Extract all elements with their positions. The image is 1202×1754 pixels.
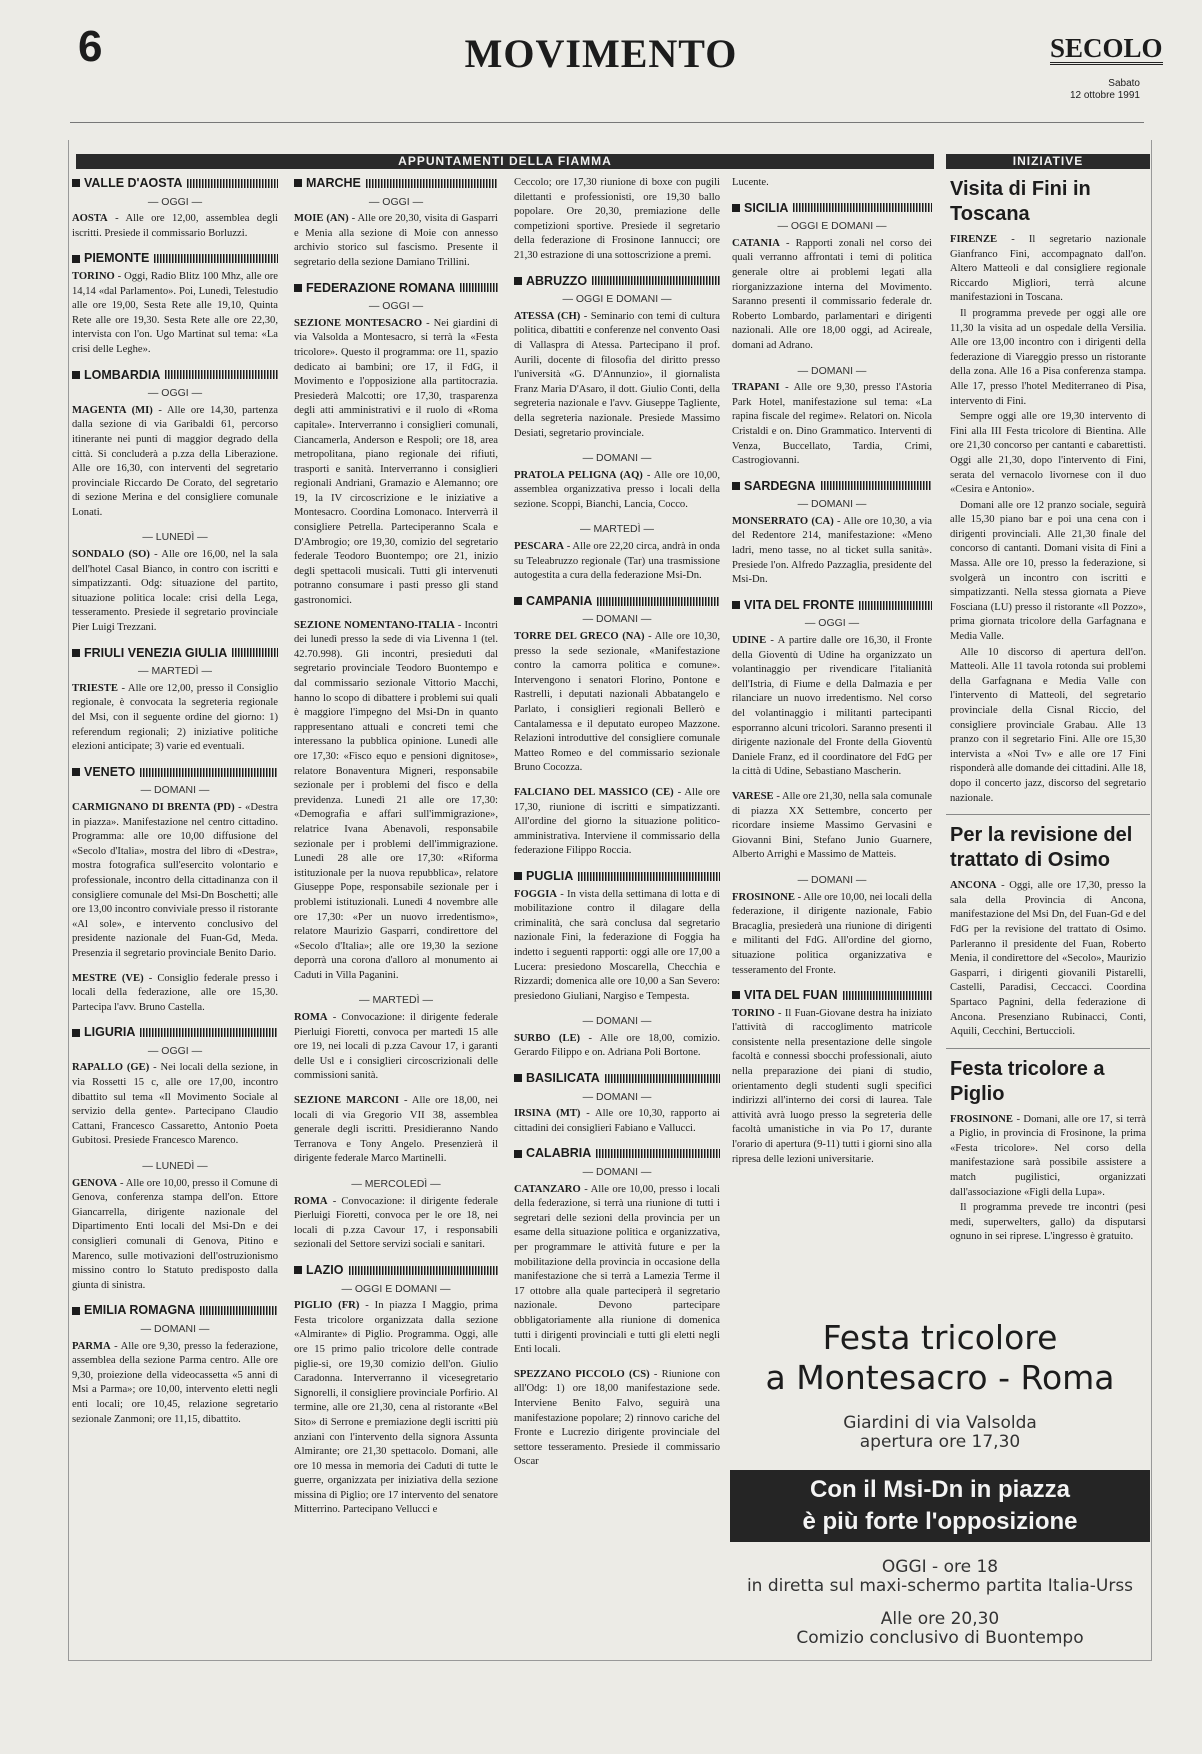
entry-text: - Alle ore 18,00, nei locali di via Gregorio VII 38, assemblea generale degli iscritti. Presidieranno Nando Terranova e Tony Angelo. Presenzierà il dirigente federale Marco Martinelli.: [294, 1095, 498, 1165]
square-bullet-icon: [732, 601, 740, 609]
entry-place: AOSTA: [72, 213, 108, 225]
sidebar-article: [946, 177, 1150, 806]
appointment-entry: [72, 972, 278, 1016]
rule-bars-icon: [165, 370, 278, 379]
appointment-entry: [294, 1011, 498, 1084]
sidebar-article: [946, 823, 1150, 1040]
advert-closing: Comizio conclusivo di Buontempo: [796, 1628, 1084, 1648]
entry-text: - Il Fuan-Giovane destra ha iniziato l'attività di raccoglimento matricole consistente nella presentazione delle singole facoltà e connessi sbocchi professionali, aiuto nella preparazione dei piani di studio, orientamento degli studenti sugli specifici indirizzi all'interno dei corsi di laurea. Tale attività avrà luogo presso la segreteria delle facoltà umanistiche in via Po 17, durante l'orario di apertura (9-11) tutti i giorni sino alla ripresa delle lezioni universitarie.: [732, 1007, 932, 1165]
appointment-entry: [732, 634, 932, 780]
appointment-entry: [294, 1195, 498, 1253]
rule-bars-icon: [843, 991, 932, 1000]
entry-text: - Convocazione: il dirigente federale Pierluigi Fioretti, convoca per le ore 18, nei locali di p.zza Cavour 17, i responsabili sezionali del Settore servizi sociali e sanitari.: [294, 1195, 498, 1251]
entry-place: TORINO: [732, 1007, 775, 1019]
article-paragraph: [950, 1113, 1146, 1201]
entry-place: SPEZZANO PICCOLO (CS): [514, 1368, 650, 1380]
sidebar-articles: [946, 177, 1150, 1245]
entry-place: PIGLIO (FR): [294, 1300, 360, 1312]
region-heading: [732, 988, 932, 1003]
article-paragraph: [950, 879, 1146, 1040]
region-heading: [514, 594, 720, 609]
sidebar-banner: INIZIATIVE: [946, 154, 1150, 169]
article-separator: [946, 814, 1150, 815]
appointment-entry: [72, 801, 278, 962]
region-name: FRIULI VENEZIA GIULIA: [84, 645, 228, 660]
article-text: Sempre oggi alle ore 19,30 intervento di Fini alla III Festa tricolore di Bientina. Alle ore 21,30 concorso per cantanti e cabarettisti. Oggi alle 21,30, dopo l'intervento di Fini, serata del vernacolo livornese con il duo «Cesira e Antonio».: [950, 411, 1146, 496]
rule-bars-icon: [349, 1266, 499, 1275]
entry-text: - Alle ore 10,30, presso la sede sezionale, «Manifestazione contro la camorra politica e comune». Intervengono i senatori Florino, Pontone e Rastrelli, i deputati nazionali Abbatangelo e Parlato, i consiglieri regionali Bellerò e Cantalamessa e il deputato europeo Mazzone. Relazioni introduttive del consigliere comunale Matteo Romeo e del commissario sezionale Bruno Cocozza.: [514, 631, 720, 774]
entry-text: - Alle ore 9,30, presso l'Astoria Park Hotel, manifestazione sul tema: «La rapina fiscale del regime». Relatori on. Nicola Cristaldi e on. Dino Grammatico. Interventi di Venza, Buccellato, Tardia, Crimi, Castrogiovanni.: [732, 382, 932, 467]
region-heading: [72, 646, 278, 661]
region-heading: [72, 251, 278, 266]
advert-slogan-line1: Con il Msi-Dn in piazza: [809, 1476, 1070, 1503]
entry-place: MONSERRATO (CA): [732, 515, 834, 527]
advert-title-line1: Festa tricolore: [822, 1318, 1058, 1357]
appointment-entry: [514, 310, 720, 441]
appointment-entry: [514, 1107, 720, 1136]
square-bullet-icon: [514, 1150, 522, 1158]
entry-place: ROMA: [294, 1012, 328, 1024]
entry-text: - In piazza I Maggio, prima Festa tricolore organizzata dalla sezione «Almirante» di Piglio. Programma. Oggi, alle ore 15 primo palio tricolore delle contrade piglie-si, ore 19,30 comizio dell'on. Giulio Caradonna. Interverranno il vicesegretario Signorelli, il consigliere provinciale Porfirio. Al termine, alle ore 21,30, cena al ristorante «Bel Sito» di Serrone e premiazione degli iscritti più anziani con l'intervento della signora Assunta Almirante; ore 21,30 spettacolo. Domani, alle ore 10 messa in memoria dei Caduti di tutte le guerre, organizzata per iniziativa della sezione missina di Piglio; ore 17 intervento del senatore Mitterrino. Partecipano Vellucci e: [294, 1300, 498, 1516]
day-heading: — OGGI —: [147, 387, 203, 400]
day-heading: — OGGI —: [147, 1044, 203, 1057]
region-name: CAMPANIA: [526, 593, 593, 608]
appointment-entry: [72, 1340, 278, 1428]
advert-title-line2: a Montesacro - Roma: [765, 1358, 1115, 1397]
square-bullet-icon: [72, 371, 80, 379]
day-heading: — DOMANI —: [582, 1015, 652, 1028]
article-paragraph: [950, 646, 1146, 807]
article-paragraph: [950, 499, 1146, 645]
entry-text: - Nei locali della sezione, in via Rossetti 15 c, alle ore 17,00, incontro dibattito sul tema «Il Movimento Sociale al servizio della gente». Partecipano Claudio Cattani, Francesco Cassaretto, Antonio Poeta Gubitosi. Presiede Francesco Marenco.: [72, 1062, 278, 1147]
region-heading: [294, 281, 498, 296]
region-heading: [72, 368, 278, 383]
rule-bars-icon: [793, 203, 932, 212]
article-body: [946, 1113, 1150, 1245]
entry-text: - In vista della settimana di lotta e di mobilitazione contro il dilagare della criminalità, che sarà conclusa dal segretario nazionale Fini, la federazione di Foggia ha indetto i seguenti rapporti: oggi alle ore 17,00 a Lucera: presiedono Moscarella, Checchia e Rizzardi; domenica alle ore 10,00 a San Severo: presiedono Giuliani, Nargiso e Tempesta.: [514, 888, 720, 1002]
appointment-entry: [72, 212, 278, 241]
region-name: PIEMONTE: [84, 251, 150, 266]
entry-place: PRATOLA PELIGNA (AQ): [514, 469, 643, 481]
advert-venue: Giardini di via Valsolda: [843, 1413, 1037, 1433]
appointment-entry: [514, 630, 720, 776]
rule-bars-icon: [821, 481, 932, 490]
article-text: - Il segretario nazionale Gianfranco Fini, accompagnato dall'on. Altero Matteoli e dal consigliere regionale Riccardo Migliori, terrà alcune manifestazioni in Toscana.: [950, 234, 1146, 304]
entry-place: SEZIONE MONTESACRO: [294, 317, 423, 329]
day-heading: — MARTEDÌ —: [359, 994, 433, 1007]
day-heading: — DOMANI —: [797, 498, 867, 511]
article-body: [946, 233, 1150, 806]
square-bullet-icon: [514, 597, 522, 605]
entry-place: CATANIA: [732, 237, 780, 249]
entry-text: - Alle ore 10,00, assemblea organizzativa presso i locali della sezione. Scoppi, Bianchi, Lancia, Cocco.: [514, 469, 720, 510]
entry-continuation: Ceccolo; ore 17,30 riunione di boxe con pugili dilettanti e professionisti, ore 19,30 ballo popolare. Ore 20,30, premiazione delle competizioni sportive. Presiede il segretario della federazione di Frosinone Iannucci; ore 21,30 estrazione di una sottoscrizione a premi.: [514, 177, 720, 261]
appointment-entry: [72, 1177, 278, 1294]
entry-place: ROMA: [294, 1195, 328, 1207]
entry-place: TRAPANI: [732, 382, 780, 394]
square-bullet-icon: [294, 1266, 302, 1274]
rule-bars-icon: [140, 1028, 278, 1037]
entry-place: PARMA: [72, 1340, 111, 1352]
entry-text: - Convocazione: il dirigente federale Pierluigi Fioretti, convoca per martedì 15 alle ore 19, nei locali di p.zza Cavour 17, i garanti delle Usl e i consiglieri circoscrizionali delle commissioni sanità.: [294, 1012, 498, 1082]
appointment-entry: [514, 786, 720, 859]
appointment-entry: [732, 381, 932, 469]
article-text: - Oggi, alle ore 17,30, presso la sala della Provincia di Ancona, manifestazione del Msi Dn, del Fuan-Gd e del FdG per la revisione del trattato di Osimo. Parleranno il presidente del Fuan, Roberto Menia, il condirettore del «Secolo», Maurizio Gasparri, i dirigenti giovanili Pistarelli, Castelli, Paradisi, Ceccacci. Coordina Spartaco Pagnini, della federazione di Ancona. Presenziano Rubinacci, Conti, Aquili, Cecchini, Bertuccioli.: [950, 880, 1146, 1038]
rule-bars-icon: [232, 648, 278, 657]
advert-later-time: Alle ore 20,30: [880, 1609, 1000, 1629]
entry-text: - Alle ore 10,00, nei locali della federazione, il dirigente nazionale, Fabio Bracaglia, presiederà una riunione di dirigenti e militanti del FdG. All'ordine del giorno, situazione politica organizzativa e tesseramento del Fronte.: [732, 891, 932, 976]
region-heading: [732, 201, 932, 216]
entry-place: IRSINA (MT): [514, 1108, 581, 1120]
appointment-entry: [514, 1032, 720, 1061]
region-name: VALLE D'AOSTA: [84, 176, 183, 190]
region-heading: [72, 176, 278, 191]
entry-place: MOIE (AN): [294, 213, 349, 225]
entry-place: GENOVA: [72, 1177, 118, 1189]
rule-bars-icon: [460, 283, 498, 292]
region-name: PUGLIA: [526, 868, 574, 883]
top-rule: [70, 122, 1144, 123]
article-paragraph: [950, 1201, 1146, 1245]
entry-text: - Alle ore 12,00, presso il Consiglio regionale, è convocata la segreteria regionale del Msi, con il seguente ordine del giorno: 1) referendum regionali; 2) iniziative politiche elezioni anticipate; 3) varie ed eventuali.: [72, 682, 278, 753]
region-heading: [72, 1303, 278, 1318]
appointment-entry: [294, 1299, 498, 1518]
square-bullet-icon: [294, 179, 302, 187]
entry-place: FROSINONE: [732, 891, 795, 903]
article-paragraph: [950, 307, 1146, 409]
appointment-entry: [514, 469, 720, 513]
appointment-entry: [514, 540, 720, 584]
appointment-entry: [72, 404, 278, 521]
entry-place: RAPALLO (GE): [72, 1062, 150, 1074]
article-text: Alle 10 discorso di apertura dell'on. Matteoli. Alle 11 tavola rotonda sui problemi della Garfagnana e Media Valle con l'intervento di Matteoli, del segretario provinciale della Cisnal Riccio, del consigliere provinciale Grabau. Alle 13 pranzo con il segretario Fini. Alle ore 15,30 intervista a «Noi Tv» e alle ore 17 Fini risponderà alle domande dei cittadini. Alle 18, dopo il concerto jazz, discorso del segretario nazionale.: [950, 646, 1146, 804]
sidebar-iniziative: [946, 154, 1150, 1246]
rule-bars-icon: [200, 1306, 278, 1315]
article-headline: Visita di Fini in Toscana: [950, 178, 1091, 225]
day-heading: — MARTEDÌ —: [580, 523, 654, 536]
entry-text: - Consiglio federale presso i locali della federazione, alle ore 15,30. Partecipa l'avv. Bruno Castella.: [72, 972, 278, 1013]
entry-place: SEZIONE NOMENTANO-ITALIA: [294, 619, 455, 631]
entry-text: - Alle ore 10,30, rapporto ai cittadini dei consiglieri Fabiano e Vallucci.: [514, 1108, 720, 1134]
entry-text: - Oggi, Radio Blitz 100 Mhz, alle ore 14,14 «dal Parlamento». Poi, Lunedì, Telestudio alle ore 19,00, Sesta Rete alle 19,10, Quinta Rete alle ore 19,30. Sesta Rete alle ore 22,30, intervista con l'on. Ugo Martinat sul tema: «La crisi delle Leghe».: [72, 270, 278, 355]
square-bullet-icon: [72, 1307, 80, 1315]
appointment-entry: [732, 790, 932, 863]
appointment-entry: [514, 1183, 720, 1358]
entry-place: SURBO (LE): [514, 1032, 581, 1044]
region-heading: [72, 1025, 278, 1040]
appointment-entry: [732, 515, 932, 588]
column-3: [514, 176, 720, 1480]
dateline-day: Sabato: [1108, 78, 1140, 89]
region-name: VITA DEL FUAN: [744, 988, 838, 1003]
advert-slogan: [730, 1470, 1150, 1542]
column-1: [72, 176, 278, 1437]
region-name: EMILIA ROMAGNA: [84, 1303, 196, 1318]
square-bullet-icon: [72, 255, 80, 263]
appointment-entry: [514, 888, 720, 1005]
entry-text: - «Destra in piazza». Manifestazione nel centro cittadino. Programma: alle ore 10,00 diffusione del «Secolo d'Italia», mostra del libro di «Destra», mostra fotografica sull'esercito volontario e professionale, incontro della cittadinanza con il consigliere comunale del Msi-Dn Boschetti; alle ore 13,00 incontro conviviale presso il ristorante «Al sole», e intervento conclusivo del presidente nazionale del Fuan-Gd, Meda. Presenzia il segretario provinciale Benito Dario.: [72, 801, 278, 959]
entry-place: ATESSA (CH): [514, 310, 581, 322]
day-heading: — LUNEDÌ —: [142, 1160, 208, 1173]
appointment-entry: [72, 270, 278, 358]
appointment-entry: [294, 1094, 498, 1167]
entry-text: - A partire dalle ore 16,30, il Fronte della Gioventù di Udine ha organizzato un volantinaggio per rivendicare l'italianità dell'Istria, di Fiume e della Dalmazia e per rilanciare un nuovo irredentismo. Nel corso del volantinaggio i militanti partecipanti esporranno alcuni tricolori. Saranno presenti il dirigente nazionale del Fronte della Gioventù Daniele Franz, ed il coordinatore del FdG per la città di Udine, Sebastiano Mascherin.: [732, 635, 932, 778]
appointment-entry: [732, 237, 932, 354]
day-heading: — OGGI E DOMANI —: [562, 293, 672, 306]
festa-advert: [730, 1308, 1150, 1658]
advert-opening: apertura ore 17,30: [859, 1432, 1021, 1452]
entry-place: TORRE DEL GRECO (NA): [514, 631, 645, 643]
region-name: LOMBARDIA: [84, 367, 161, 382]
appointment-entry: [514, 1368, 720, 1470]
entry-text: - Alle ore 22,20 circa, andrà in onda su Teleabruzzo regionale (Tar) una trasmissione autogestita a cura della federazione Msi-Dn.: [514, 541, 720, 582]
square-bullet-icon: [514, 277, 522, 285]
entry-text: - Alle ore 16,00, nel la sala dell'hotel Casal Bianco, in contro con iscritti e simpatizzanti. Odg: situazione del partito, situazione politica locale: crisi della Lega, tesseramento. Presiede il segretario provinciale Pier Luigi Trezzani.: [72, 549, 278, 634]
entry-place: FALCIANO DEL MASSICO (CE): [514, 786, 674, 798]
square-bullet-icon: [294, 284, 302, 292]
entry-text: - Alle ore 12,00, assemblea degli iscritti. Presiede il commissario Borluzzi.: [72, 213, 278, 239]
article-text: - Domani, alle ore 17, si terrà a Piglio, in provincia di Frosinone, la prima «Festa tricolore». Nel corso della manifestazione sarà possibile assistere a match pugilistici, organizzati dall'associazione «Figli della Lupa».: [950, 1113, 1146, 1198]
appointment-entry: [294, 619, 498, 984]
rule-bars-icon: [154, 254, 278, 263]
region-name: LAZIO: [306, 1262, 344, 1277]
square-bullet-icon: [514, 1074, 522, 1082]
region-name: ABRUZZO: [526, 273, 588, 288]
appointment-entry: [732, 891, 932, 979]
article-place: FIRENZE: [950, 234, 998, 245]
entry-text: - Seminario con temi di cultura politica, dibattiti e conferenze nel convento Oasi di Vallaspra di Atessa. Partecipano il prof. Aurili, docente di filosofia del diritto presso l'università «G. D'Annunzio», il giornalista Franz Maria D'Asaro, il dott. Giulio Conti, della segreteria nazionale e l'avv. Giuseppe Tagliente, della segreteria nazionale. Presiede Massimo Desiati, segretario provinciale.: [514, 310, 720, 439]
region-name: VITA DEL FRONTE: [744, 597, 855, 612]
rule-bars-icon: [578, 872, 720, 881]
rule-bars-icon: [140, 768, 278, 777]
day-heading: — MERCOLEDÌ —: [351, 1178, 441, 1190]
article-text: Il programma prevede per oggi alle ore 11,30 la visita ad un ospedale della Versilia. Alle ore 13,00 incontro con i dirigenti della federazione di Viareggio presso un ristorante della zona. Alle 16 a Pisa conferenza stampa. Alle 17, presso l'hotel Mediterraneo di Pisa, intervento di Fini.: [950, 307, 1146, 407]
section-banner: APPUNTAMENTI DELLA FIAMMA: [76, 154, 934, 169]
entry-place: SEZIONE MARCONI: [294, 1095, 400, 1107]
region-name: BASILICATA: [526, 1071, 600, 1086]
square-bullet-icon: [732, 482, 740, 490]
rule-bars-icon: [859, 601, 932, 610]
appointment-entry: [72, 682, 278, 755]
entry-text: - Alle ore 20,30, visita di Gasparri e Menia alla sezione di Moie con annesso archivio storico sul fascismo. Presente il segretario della sezione Damiano Trillini.: [294, 213, 498, 268]
article-place: FROSINONE: [950, 1113, 1013, 1125]
day-heading: — OGGI E DOMANI —: [777, 220, 887, 233]
entry-text: - Incontri dei lunedì presso la sede di via Livenna 1 (tel. 42.70.998). Gli incontri, presieduti dal segretario provinciale Teodoro Buontempo e dal commissario sezionale Vittorio Macchi, hanno lo scopo di dibattere i problemi sui quali è maggiore l'impegno del Msi-Dn in quanto rappresentano attuali e concreti temi che interessano la pubblica opinione. Lunedì alle ore 17,30: «Fisco equo e pensioni dignitose», relatore Bonaventura Migneri, responsabile sezionale per i problemi del fisco e della previdenza. Lunedì 21 alle ore 17,30: «Demografia e affari sull'immigrazione», relatrice Ivana Abenavoli, responsabile sezionale per i problemi dell'immigrazione. Lunedì 28 alle ore 17,30: «Riforma istituzionale per la nuova repubblica», relatore Giuseppe Pope, responsabile sezionale per i problemi istituzionali. Lunedì 4 novembre alle ore 17,30: «Per un nuovo irredentismo», relatore Maurizio Gasparri, condirettore del «Secolo d'Italia»; alle ore 19,30 la sezione deporrà una corona d'alloro al monumento ai Caduti in Villa Paganini.: [294, 619, 498, 981]
day-heading: — DOMANI —: [582, 613, 652, 626]
entry-continuation: Lucente.: [732, 177, 769, 188]
rule-bars-icon: [366, 179, 498, 188]
day-heading: — DOMANI —: [797, 364, 867, 377]
page-number: 6: [78, 22, 103, 71]
square-bullet-icon: [72, 768, 80, 776]
region-name: LIGURIA: [84, 1025, 136, 1040]
entry-place: MAGENTA (MI): [72, 404, 153, 416]
square-bullet-icon: [72, 179, 80, 187]
day-heading: — LUNEDÌ —: [142, 531, 208, 544]
entry-place: SONDALO (SO): [72, 549, 150, 561]
day-heading: — DOMANI —: [582, 452, 652, 465]
day-heading: — DOMANI —: [140, 1322, 210, 1335]
article-headline: Per la revisione del trattato di Osimo: [950, 824, 1133, 872]
region-name: MARCHE: [306, 176, 361, 190]
article-place: ANCONA: [950, 880, 997, 892]
region-heading: [732, 598, 932, 613]
region-heading: [294, 176, 498, 191]
day-heading: — OGGI —: [368, 300, 424, 313]
region-heading: [294, 1263, 498, 1278]
article-paragraph: [950, 410, 1146, 498]
rule-bars-icon: [597, 597, 720, 606]
entry-place: TORINO: [72, 270, 115, 282]
dateline: [1070, 78, 1140, 102]
region-name: SICILIA: [744, 200, 789, 215]
entry-place: MESTRE (VE): [72, 972, 144, 984]
rule-bars-icon: [592, 276, 720, 285]
day-heading: — DOMANI —: [582, 1166, 652, 1179]
rule-bars-icon: [187, 179, 278, 188]
region-name: CALABRIA: [526, 1146, 592, 1161]
region-heading: [514, 274, 720, 289]
newspaper-logo: SECOLO: [1050, 33, 1163, 63]
sidebar-article: [946, 1057, 1150, 1245]
square-bullet-icon: [732, 991, 740, 999]
region-heading: [72, 765, 278, 780]
advert-today: OGGI - ore 18: [881, 1557, 999, 1577]
entry-text: - Alle ore 10,00, presso il Comune di Genova, conferenza stampa dell'on. Ettore Giancarrella, dirigente nazionale del Dipartimento Enti locali del Msi-Dn e dei consiglieri comunali di Genova, Pitino e Marenco, sulle motivazioni dell'ostruzionismo missino contro lo Statuto predisposto dalla giunta di sinistra.: [72, 1177, 278, 1291]
article-headline: Festa tricolore a Piglio: [950, 1057, 1105, 1105]
entry-text: - Alle ore 9,30, presso la federazione, assemblea della sezione Parma centro. Alle ore 9,30, proiezione della videocassetta «5 anni di Msi a Parma»; ore 10,00, intervento eletti negli enti locali; ore 10,45, relazione segretario sezionale Zanmoni; ore 11,15, dibattito.: [72, 1340, 278, 1425]
appointment-entry: [732, 1007, 932, 1168]
day-heading: — DOMANI —: [582, 1090, 652, 1103]
region-name: SARDEGNA: [744, 478, 816, 493]
article-text: Domani alle ore 12 pranzo sociale, seguirà alle 15,30 piano bar e poi una cena con i dirigenti provinciali. Alle 21,30 finale del concorso di cantanti. Domani visita di Fini a Massa. Alle ore 10, presso la federazione, si svolgerà un incontro con iscritti e simpatizzanti. Nella stessa giornata a Pieve Fosciana (LU) presso il ristorante «Il Pozzo», prima giornata tricolore della Garfagnana e Media Valle.: [950, 499, 1146, 643]
article-paragraph: [950, 233, 1146, 306]
square-bullet-icon: [732, 204, 740, 212]
entry-place: UDINE: [732, 635, 767, 647]
article-body: [946, 879, 1150, 1040]
region-heading: [732, 479, 932, 494]
rule-bars-icon: [596, 1149, 720, 1158]
entry-text: - Alle ore 17,30, riunione di iscritti e simpatizzanti. All'ordine del giorno la situazione politico-amministrativa. Interviene il commissario della federazione Filippo Roccia.: [514, 786, 721, 857]
entry-place: PESCARA: [514, 541, 565, 553]
region-heading: [514, 1071, 720, 1086]
day-heading: — OGGI —: [804, 617, 860, 630]
appointment-entry: [72, 1061, 278, 1149]
day-heading: — DOMANI —: [797, 873, 867, 886]
region-heading: [514, 1146, 720, 1161]
entry-text: - Alle ore 10,00, presso i locali della federazione, si terrà una riunione di tutti i segretari delle sezioni della provincia per un esame della situazione politica e organizzativa, per programmare le attività future e per la mobilitazione della provincia in occasione della manifestazione che si terrà a Lamezia Terme il 17 ottobre alla quale parteciperà il segretario nazionale. Devono partecipare obbligatoriamente alla riunione di domenica tutti i dirigenti provinciali e tutti gli eletti negli Enti locali.: [514, 1183, 720, 1356]
entry-text: - Rapporti zonali nel corso dei quali verranno affrontati i temi di politica generale oltre ai problemi legati alla riorganizzazione interna del Movimento. Saranno presenti il commissario federale dr. Roberto Lombardo, parlamentari e dirigenti nazionali. Alle ore 18,00 oggi, ad Acireale, domani ad Adrano.: [732, 237, 932, 351]
day-heading: — OGGI —: [368, 195, 424, 208]
square-bullet-icon: [72, 1029, 80, 1037]
article-text: Il programma prevede tre incontri (pesi medi, superwelters, gallo) da disputarsi ognuno in sei riprese. L'ingresso è gratuito.: [950, 1202, 1146, 1243]
entry-place: TRIESTE: [72, 682, 118, 694]
appointment-entry: [294, 317, 498, 609]
square-bullet-icon: [514, 872, 522, 880]
entry-text: - Alle ore 18,00, comizio. Gerardo Filippo e on. Adriana Poli Bortone.: [514, 1032, 720, 1059]
day-heading: — DOMANI —: [140, 784, 210, 797]
day-heading: — OGGI E DOMANI —: [341, 1282, 451, 1295]
entry-text: - Nei giardini di via Valsolda a Montesacro, si terrà la «Festa tricolore». Questo il programma: ore 11, spazio dedicato ai bambini; ore 17, il FdG, il Movimento e l'opposizione alla partitocrazia. Presiederà Malcotti; ore 17,30, trasparenza degli atti amministrativi e il ruolo di «Roma capitale». Interverranno i consiglieri comunali, Ciancamerla, Anderson e Respoli; ore 18, area metropolitana, piano regionale dei rifiuti, trasporti e sanità. Interverranno i consiglieri regionali Andriani, Gramazio e Alemanno; ore 19, la IV circoscrizione e le iniziative a Montesacro. Coordina Lomonaco. Interverrà il consigliere Petrella. Parteciperanno Scala e D'Ambrogio; ore 19,30, comizio del segretario federale Teodoro Buontempo; ore 21, inizio degli spettacoli musicali. Tutti gli intervenuti potranno consumare i pasti presso gli stand gastronomici.: [294, 317, 499, 607]
entry-place: FOGGIA: [514, 888, 557, 900]
rule-bars-icon: [605, 1074, 720, 1083]
region-name: FEDERAZIONE ROMANA: [306, 280, 456, 295]
section-title: MOVIMENTO: [464, 31, 738, 76]
entry-text: - Alle ore 21,30, nella sala comunale di piazza XX Settembre, concerto per ricordare insieme Massimo Gervasini e Giovanni Bini, Stefano Junio Guarnere, Alberto Arrighi e Massimo de Matteis.: [732, 790, 932, 861]
region-name: VENETO: [84, 764, 136, 779]
appointment-entry: [72, 548, 278, 636]
masthead: [0, 0, 1202, 110]
advert-slogan-line2: è più forte l'opposizione: [802, 1508, 1078, 1535]
advert-broadcast: in diretta sul maxi-schermo partita Italia-Urss: [746, 1576, 1134, 1596]
appointment-entry: [294, 212, 498, 270]
region-heading: [514, 869, 720, 884]
entry-text: - Alle ore 10,30, a via del Redentore 214, manifestazione: «Meno ladri, meno tasse, no al ticket sulla sanità». Presiede l'on. Alfredo Pazzaglia, presidente del Msi-Dn.: [732, 515, 932, 586]
dateline-date: 12 ottobre 1991: [1069, 90, 1140, 101]
column-2: [294, 176, 498, 1528]
column-4: [732, 176, 932, 1177]
entry-place: CARMIGNANO DI BRENTA (PD): [72, 801, 235, 813]
day-heading: — MARTEDÌ —: [138, 665, 212, 678]
entry-place: VARESE: [732, 790, 774, 802]
entry-text: - Riunione con all'Odg: 1) ore 18,00 manifestazione sede. Interviene Benito Falvo, seguirà una manifestazione popolare; 2) rinnovo cariche del Fronte e Lucrezio dirigente provinciale del settore tesseramento. Presiede il commissario Oscar: [514, 1368, 720, 1468]
entry-text: - Alle ore 14,30, partenza dalla sezione di via Garibaldi 61, percorso itinerante nei punti di maggior degrado della città. Si concluderà a p.zza della Liberazione. Alle ore 16,30, con interventi del segretario provinciale Riccardo De Corato, del segretario di sezione Merina e del consigliere comunale Lonati.: [72, 404, 278, 518]
article-separator: [946, 1048, 1150, 1049]
square-bullet-icon: [72, 649, 80, 657]
day-heading: — OGGI —: [147, 195, 203, 208]
entry-place: CATANZARO: [514, 1183, 581, 1195]
